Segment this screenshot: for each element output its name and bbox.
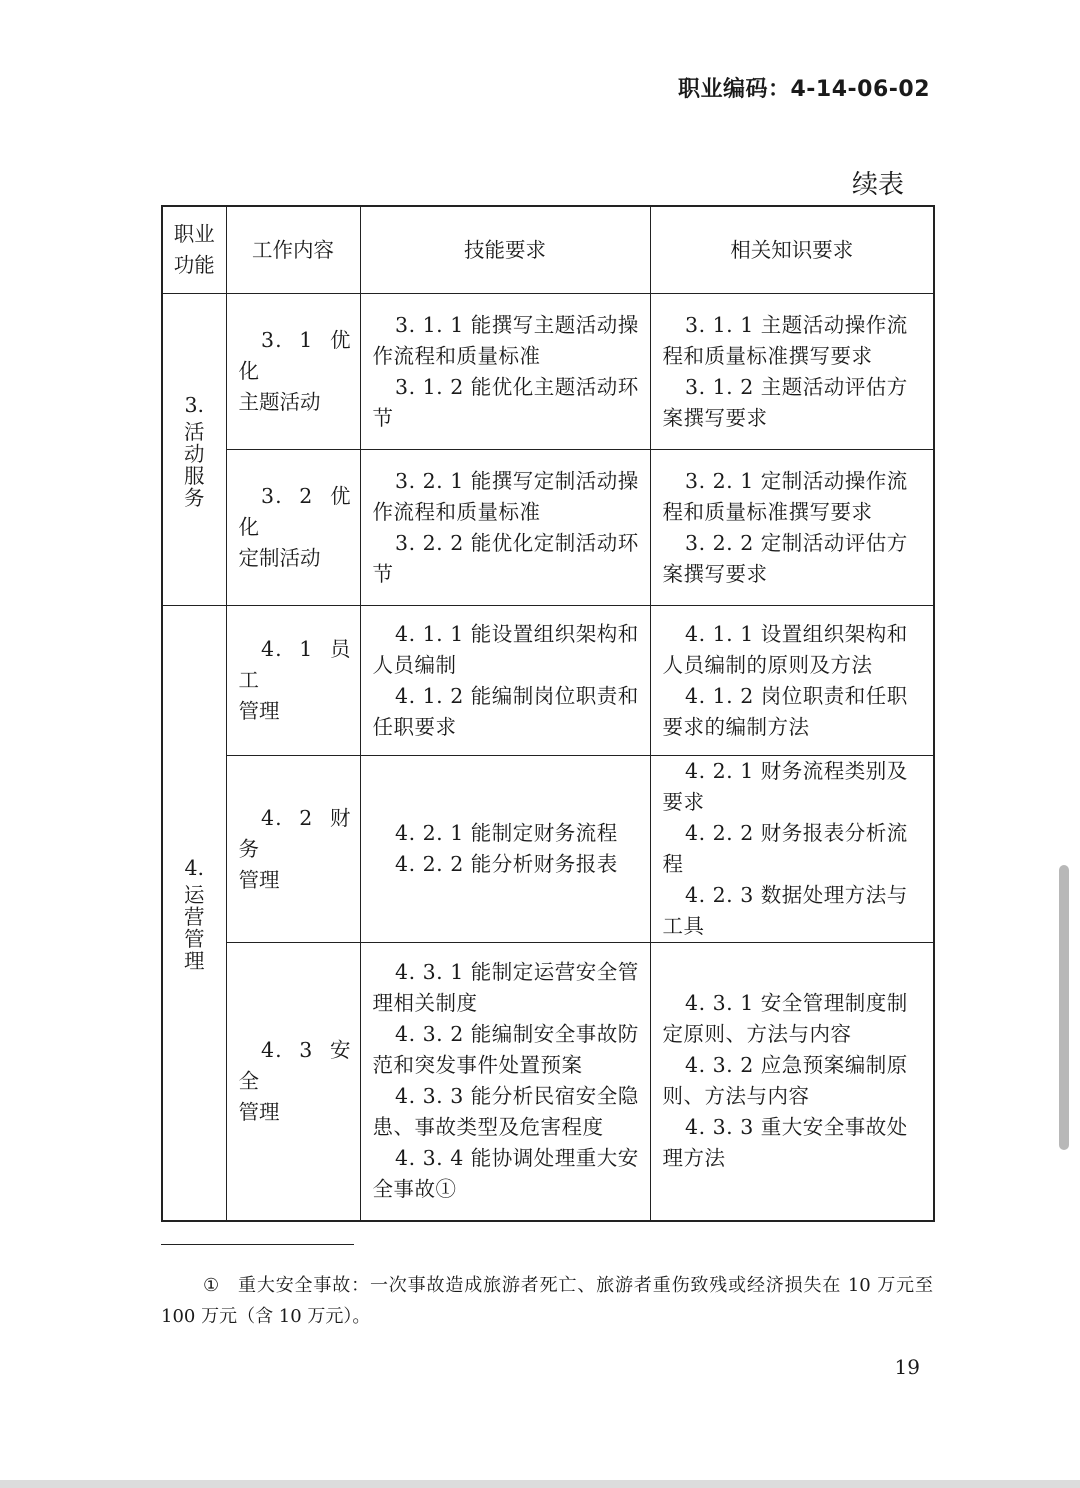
header-skill-requirements: 技能要求 (360, 206, 650, 294)
function-number: 3. (184, 393, 205, 417)
work-content-rest: 定制活动 (238, 546, 321, 570)
work-content-cell (226, 606, 360, 756)
work-content-title: 3. 1 优化 (238, 328, 352, 383)
knowledge-item: 3. 2. 2 定制活动评估方案撰写要求 (662, 530, 908, 586)
work-content-title: 3. 2 优化 (238, 484, 352, 539)
footnote-text: 重大安全事故：一次事故造成旅游者死亡、旅游者重伤致残或经济损失在 10 万元至 100 万元（含 10 万元）。 (161, 1275, 933, 1327)
footnote (161, 1270, 933, 1332)
skill-item: 3. 2. 2 能优化定制活动环节 (372, 530, 639, 586)
skill-item: 3. 2. 1 能撰写定制活动操作流程和质量标准 (372, 468, 639, 524)
knowledge-item: 4. 2. 2 财务报表分析流程 (662, 821, 908, 876)
occupation-code: 职业编码：4-14-06-02 (677, 77, 930, 102)
table-row (162, 294, 934, 450)
work-content-title: 4. 3 安全 (238, 1037, 352, 1093)
work-content-cell (226, 294, 360, 450)
work-content-cell (226, 943, 360, 1221)
knowledge-item: 3. 1. 1 主题活动操作流程和质量标准撰写要求 (662, 312, 908, 368)
knowledge-cell (650, 943, 934, 1221)
skill-item: 4. 1. 1 能设置组织架构和人员编制 (372, 621, 639, 677)
continued-label: 续表 (851, 170, 904, 200)
work-content-title: 4. 1 员工 (238, 637, 352, 692)
knowledge-cell (650, 294, 934, 450)
skill-cell (360, 606, 650, 756)
table-row (162, 606, 934, 756)
skill-item: 3. 1. 1 能撰写主题活动操作流程和质量标准 (372, 312, 639, 368)
skill-cell (360, 756, 650, 943)
bottom-bar (0, 1480, 1080, 1488)
knowledge-cell (650, 606, 934, 756)
footnote-divider (161, 1244, 354, 1245)
knowledge-cell (650, 756, 934, 943)
knowledge-item: 4. 2. 1 财务流程类别及要求 (662, 759, 908, 814)
header-function (162, 206, 226, 294)
knowledge-item: 4. 2. 3 数据处理方法与工具 (662, 883, 908, 938)
skill-item: 4. 2. 2 能分析财务报表 (395, 852, 618, 876)
skill-cell (360, 943, 650, 1221)
skill-cell (360, 450, 650, 606)
knowledge-item: 4. 1. 1 设置组织架构和人员编制的原则及方法 (662, 621, 908, 677)
knowledge-item: 4. 3. 3 重大安全事故处理方法 (662, 1115, 908, 1171)
work-content-title: 4. 2 财务 (238, 805, 352, 861)
function-name: 运营管理 (184, 883, 205, 974)
knowledge-item: 4. 3. 2 应急预案编制原则、方法与内容 (662, 1053, 908, 1109)
table-row (162, 943, 934, 1221)
function-number: 4. (184, 856, 205, 881)
knowledge-cell (650, 450, 934, 606)
table-row (162, 450, 934, 606)
knowledge-item: 4. 1. 2 岗位职责和任职要求的编制方法 (662, 683, 908, 739)
header-work-content: 工作内容 (226, 206, 360, 294)
work-content-cell (226, 756, 360, 943)
skill-item: 4. 2. 1 能制定财务流程 (395, 821, 618, 845)
header-function-line2: 功能 (173, 253, 215, 277)
work-content-rest: 主题活动 (238, 390, 321, 414)
skill-item: 3. 1. 2 能优化主题活动环节 (372, 374, 639, 430)
skill-cell (360, 294, 650, 450)
skill-item: 4. 3. 3 能分析民宿安全隐患、事故类型及危害程度 (372, 1084, 639, 1140)
footnote-mark: ① (203, 1275, 220, 1296)
work-content-rest: 管理 (238, 867, 280, 892)
function-name: 活动服务 (184, 420, 205, 510)
knowledge-item: 4. 3. 1 安全管理制度制定原则、方法与内容 (662, 991, 908, 1047)
skill-item: 4. 1. 2 能编制岗位职责和任职要求 (372, 683, 639, 739)
page-number: 19 (894, 1355, 920, 1379)
function-cell-operations-management (162, 606, 226, 1221)
work-content-rest: 管理 (238, 1099, 280, 1124)
header-knowledge-requirements: 相关知识要求 (650, 206, 934, 294)
work-content-rest: 管理 (238, 699, 280, 723)
knowledge-item: 3. 2. 1 定制活动操作流程和质量标准撰写要求 (662, 468, 908, 524)
knowledge-item: 3. 1. 2 主题活动评估方案撰写要求 (662, 374, 908, 430)
function-cell-activity-service (162, 294, 226, 606)
work-content-cell (226, 450, 360, 606)
table-header-row (162, 206, 934, 294)
table-row (162, 756, 934, 943)
scrollbar-thumb[interactable] (1059, 865, 1069, 1150)
skill-item: 4. 3. 4 能协调处理重大安全事故① (372, 1146, 639, 1202)
requirements-table (161, 205, 935, 1222)
skill-item: 4. 3. 2 能编制安全事故防范和突发事件处置预案 (372, 1022, 639, 1078)
header-function-line1: 职业 (173, 222, 215, 246)
skill-item: 4. 3. 1 能制定运营安全管理相关制度 (372, 960, 639, 1016)
